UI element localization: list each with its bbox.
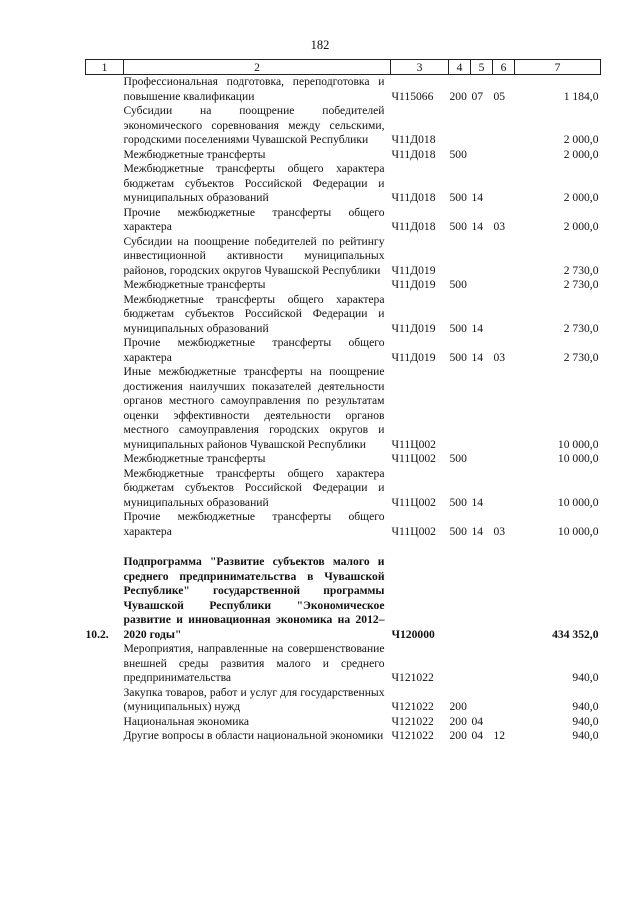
target-code-cell: Ч121022 bbox=[391, 714, 434, 728]
table-row bbox=[86, 555, 601, 642]
table-row bbox=[86, 104, 601, 148]
section-number-cell bbox=[86, 336, 124, 365]
item-name-cell: Субсидии на поощрение победителей по рейтингу инвестиционной активности муниципальных районов, городских округов Чувашской Республики bbox=[123, 234, 385, 277]
subsection-code-cell: 03 bbox=[493, 220, 506, 233]
section-code-cell: 14 bbox=[471, 191, 484, 204]
target-code-cell: Ч11Ц002 bbox=[391, 495, 436, 509]
target-code-cell: Ч11Д019 bbox=[391, 321, 436, 335]
expense-type-cell: 200 bbox=[449, 700, 467, 713]
subsection-code-cell bbox=[493, 162, 515, 206]
section-number-cell bbox=[86, 729, 124, 744]
expense-type-cell: 200 bbox=[449, 729, 467, 742]
section-code-cell: 07 bbox=[471, 89, 484, 103]
target-code-cell: Ч121022 bbox=[391, 700, 434, 713]
target-code-cell: Ч11Д018 bbox=[391, 147, 436, 161]
item-name-cell: Межбюджетные трансферты общего характера бюджетам субъектов Российской Федерации и муниципальных образований bbox=[123, 292, 385, 335]
table-row bbox=[86, 235, 601, 279]
section-code-cell: 14 bbox=[471, 321, 484, 335]
section-code-cell bbox=[471, 686, 493, 715]
subsection-code-cell bbox=[493, 642, 515, 686]
amount-cell: 940,0 bbox=[572, 714, 599, 728]
expense-type-cell: 500 bbox=[449, 350, 467, 364]
section-code-cell bbox=[471, 278, 493, 293]
expense-type-cell bbox=[449, 104, 471, 148]
section-number-cell bbox=[86, 75, 124, 105]
expense-type-cell bbox=[449, 365, 471, 452]
amount-cell: 10 000,0 bbox=[557, 524, 599, 538]
amount-cell: 2 000,0 bbox=[563, 191, 599, 204]
subsection-code-cell bbox=[493, 235, 515, 279]
section-code-cell: 14 bbox=[471, 220, 484, 233]
subsection-code-cell bbox=[493, 686, 515, 715]
subsection-code-cell: 12 bbox=[493, 729, 506, 742]
expense-type-cell: 500 bbox=[449, 191, 467, 204]
item-name-cell: Прочие межбюджетные трансферты общего характера bbox=[123, 205, 385, 233]
target-code-cell: Ч11Д018 bbox=[391, 191, 436, 204]
item-name-cell: Другие вопросы в области национальной экономики bbox=[123, 729, 384, 742]
amount-cell: 2 730,0 bbox=[563, 263, 599, 277]
table-row bbox=[86, 148, 601, 163]
section-code-cell: 04 bbox=[471, 714, 484, 728]
amount-cell: 10 000,0 bbox=[557, 452, 599, 465]
header-col-3: 3 bbox=[391, 60, 449, 75]
header-col-1: 1 bbox=[86, 60, 124, 75]
subsection-code-cell: 05 bbox=[493, 89, 506, 103]
item-name-cell: Межбюджетные трансферты bbox=[123, 278, 266, 291]
subsection-code-cell: 03 bbox=[493, 524, 506, 538]
target-code-cell: Ч11Д019 bbox=[391, 350, 436, 364]
amount-cell: 1 184,0 bbox=[563, 89, 599, 103]
amount-cell: 2 000,0 bbox=[563, 220, 599, 233]
target-code-cell: Ч11Д018 bbox=[391, 220, 436, 233]
expense-type-cell: 200 bbox=[449, 714, 467, 728]
header-col-4: 4 bbox=[449, 60, 471, 75]
table-body bbox=[86, 75, 601, 744]
expense-type-cell: 500 bbox=[449, 495, 467, 509]
target-code-cell: Ч120000 bbox=[391, 627, 435, 641]
table-row bbox=[86, 452, 601, 467]
table-row bbox=[86, 510, 601, 539]
amount-cell: 2 730,0 bbox=[563, 350, 599, 364]
section-code-cell bbox=[471, 148, 493, 163]
budget-table bbox=[85, 59, 601, 744]
section-number-cell bbox=[86, 686, 124, 715]
section-code-cell bbox=[471, 452, 493, 467]
expense-type-cell: 500 bbox=[449, 147, 467, 161]
section-number-cell bbox=[86, 206, 124, 235]
section-code-cell: 14 bbox=[471, 350, 484, 364]
section-code-cell bbox=[471, 365, 493, 452]
section-number-cell bbox=[86, 235, 124, 279]
subsection-code-cell bbox=[493, 148, 515, 163]
amount-cell: 2 730,0 bbox=[563, 321, 599, 335]
expense-type-cell bbox=[449, 555, 471, 642]
header-col-6: 6 bbox=[493, 60, 515, 75]
subsection-code-cell bbox=[493, 555, 515, 642]
section-code-cell: 14 bbox=[471, 495, 484, 509]
amount-cell: 10 000,0 bbox=[557, 437, 599, 451]
expense-type-cell bbox=[449, 235, 471, 279]
section-number-cell bbox=[86, 278, 124, 293]
table-row bbox=[86, 686, 601, 715]
expense-type-cell: 500 bbox=[449, 321, 467, 335]
section-code-cell bbox=[471, 235, 493, 279]
table-row bbox=[86, 206, 601, 235]
subsection-code-cell bbox=[493, 715, 515, 730]
subsection-code-cell bbox=[493, 467, 515, 511]
section-number-cell bbox=[86, 104, 124, 148]
amount-cell: 940,0 bbox=[572, 671, 599, 684]
table-row bbox=[86, 642, 601, 686]
expense-type-cell: 500 bbox=[449, 220, 467, 233]
item-name-cell: Межбюджетные трансферты общего характера бюджетам субъектов Российской Федерации и муниципальных образований bbox=[123, 466, 385, 509]
subsection-code-cell bbox=[493, 104, 515, 148]
target-code-cell: Ч11Ц002 bbox=[391, 452, 436, 465]
section-code-cell bbox=[471, 642, 493, 686]
subsection-code-cell bbox=[493, 452, 515, 467]
table-row bbox=[86, 729, 601, 744]
expense-type-cell: 500 bbox=[449, 452, 467, 465]
section-code-cell: 04 bbox=[471, 729, 484, 742]
amount-cell: 940,0 bbox=[572, 700, 599, 713]
table-row bbox=[86, 715, 601, 730]
section-code-cell bbox=[471, 104, 493, 148]
section-number-cell bbox=[86, 467, 124, 511]
header-col-5: 5 bbox=[471, 60, 493, 75]
table-row bbox=[86, 467, 601, 511]
target-code-cell: Ч11Д018 bbox=[391, 133, 436, 146]
section-number-cell bbox=[86, 162, 124, 206]
table-row bbox=[86, 75, 601, 105]
table-row bbox=[86, 278, 601, 293]
item-name-cell: Закупка товаров, работ и услуг для государственных (муниципальных) нужд bbox=[123, 685, 385, 713]
amount-cell: 434 352,0 bbox=[552, 627, 599, 641]
amount-cell: 2 000,0 bbox=[563, 133, 599, 146]
target-code-cell: Ч11Ц002 bbox=[391, 524, 436, 538]
item-name-cell: Субсидии на поощрение победителей экономического соревнования между сельскими, городскими поселениями Чувашской Республики bbox=[123, 104, 385, 146]
section-number-cell bbox=[86, 452, 124, 467]
item-name-cell: Иные межбюджетные трансферты на поощрение достижения наилучших показателей деятельности органов местного самоуправления по результатам оценки эффективности деятельности органов местного самоуправления городских округов и муниципальных районов Чувашской Республики bbox=[123, 365, 385, 451]
item-name-cell: Межбюджетные трансферты общего характера бюджетам субъектов Российской Федерации и муниципальных образований bbox=[123, 162, 385, 204]
spacer-cell bbox=[86, 539, 601, 555]
table-row bbox=[86, 162, 601, 206]
section-number-cell: 10.2. bbox=[85, 627, 109, 641]
amount-cell: 2 730,0 bbox=[563, 278, 599, 291]
table-row bbox=[86, 336, 601, 365]
item-name-cell: Прочие межбюджетные трансферты общего характера bbox=[123, 510, 385, 538]
target-code-cell: Ч115066 bbox=[391, 89, 434, 103]
section-number-cell bbox=[86, 148, 124, 163]
item-name-cell: Межбюджетные трансферты bbox=[123, 147, 266, 161]
table-row bbox=[86, 365, 601, 452]
target-code-cell: Ч11Ц002 bbox=[391, 437, 436, 451]
header-col-7: 7 bbox=[515, 60, 601, 75]
subsection-code-cell bbox=[493, 278, 515, 293]
target-code-cell: Ч11Д019 bbox=[391, 278, 436, 291]
expense-type-cell: 500 bbox=[449, 524, 467, 538]
section-number-cell bbox=[86, 642, 124, 686]
section-code-cell: 14 bbox=[471, 524, 484, 538]
target-code-cell: Ч121022 bbox=[391, 729, 434, 742]
page-number: 182 bbox=[310, 38, 330, 52]
table-row bbox=[86, 293, 601, 337]
target-code-cell: Ч11Д019 bbox=[391, 263, 436, 277]
item-name-cell: Профессиональная подготовка, переподготовка и повышение квалификации bbox=[123, 75, 385, 103]
subsection-code-cell bbox=[493, 293, 515, 337]
section-number-cell bbox=[86, 365, 124, 452]
spacer-row bbox=[86, 539, 601, 555]
table-header bbox=[86, 60, 601, 75]
section-number-cell bbox=[86, 715, 124, 730]
amount-cell: 2 000,0 bbox=[563, 147, 599, 161]
header-col-2: 2 bbox=[124, 60, 391, 75]
section-code-cell bbox=[471, 555, 493, 642]
amount-cell: 10 000,0 bbox=[557, 495, 599, 509]
item-name-cell: Подпрограмма "Развитие субъектов малого и среднего предпринимательства в Чувашской Республике" государственной программы Чувашской Республики "Экономическое развитие и инновационная экономика на 2012–2020 годы" bbox=[123, 555, 385, 641]
amount-cell: 940,0 bbox=[572, 729, 599, 742]
section-number-cell bbox=[86, 510, 124, 539]
item-name-cell: Прочие межбюджетные трансферты общего характера bbox=[123, 336, 385, 364]
subsection-code-cell: 03 bbox=[493, 350, 506, 364]
subsection-code-cell bbox=[493, 365, 515, 452]
item-name-cell: Межбюджетные трансферты bbox=[123, 452, 266, 465]
item-name-cell: Национальная экономика bbox=[123, 714, 250, 728]
item-name-cell: Мероприятия, направленные на совершенствование внешней среды развития малого и среднего предпринимательства bbox=[123, 642, 385, 684]
target-code-cell: Ч121022 bbox=[391, 671, 434, 684]
expense-type-cell: 500 bbox=[449, 278, 467, 291]
expense-type-cell: 200 bbox=[449, 89, 467, 103]
section-number-cell bbox=[86, 293, 124, 337]
expense-type-cell bbox=[449, 642, 471, 686]
